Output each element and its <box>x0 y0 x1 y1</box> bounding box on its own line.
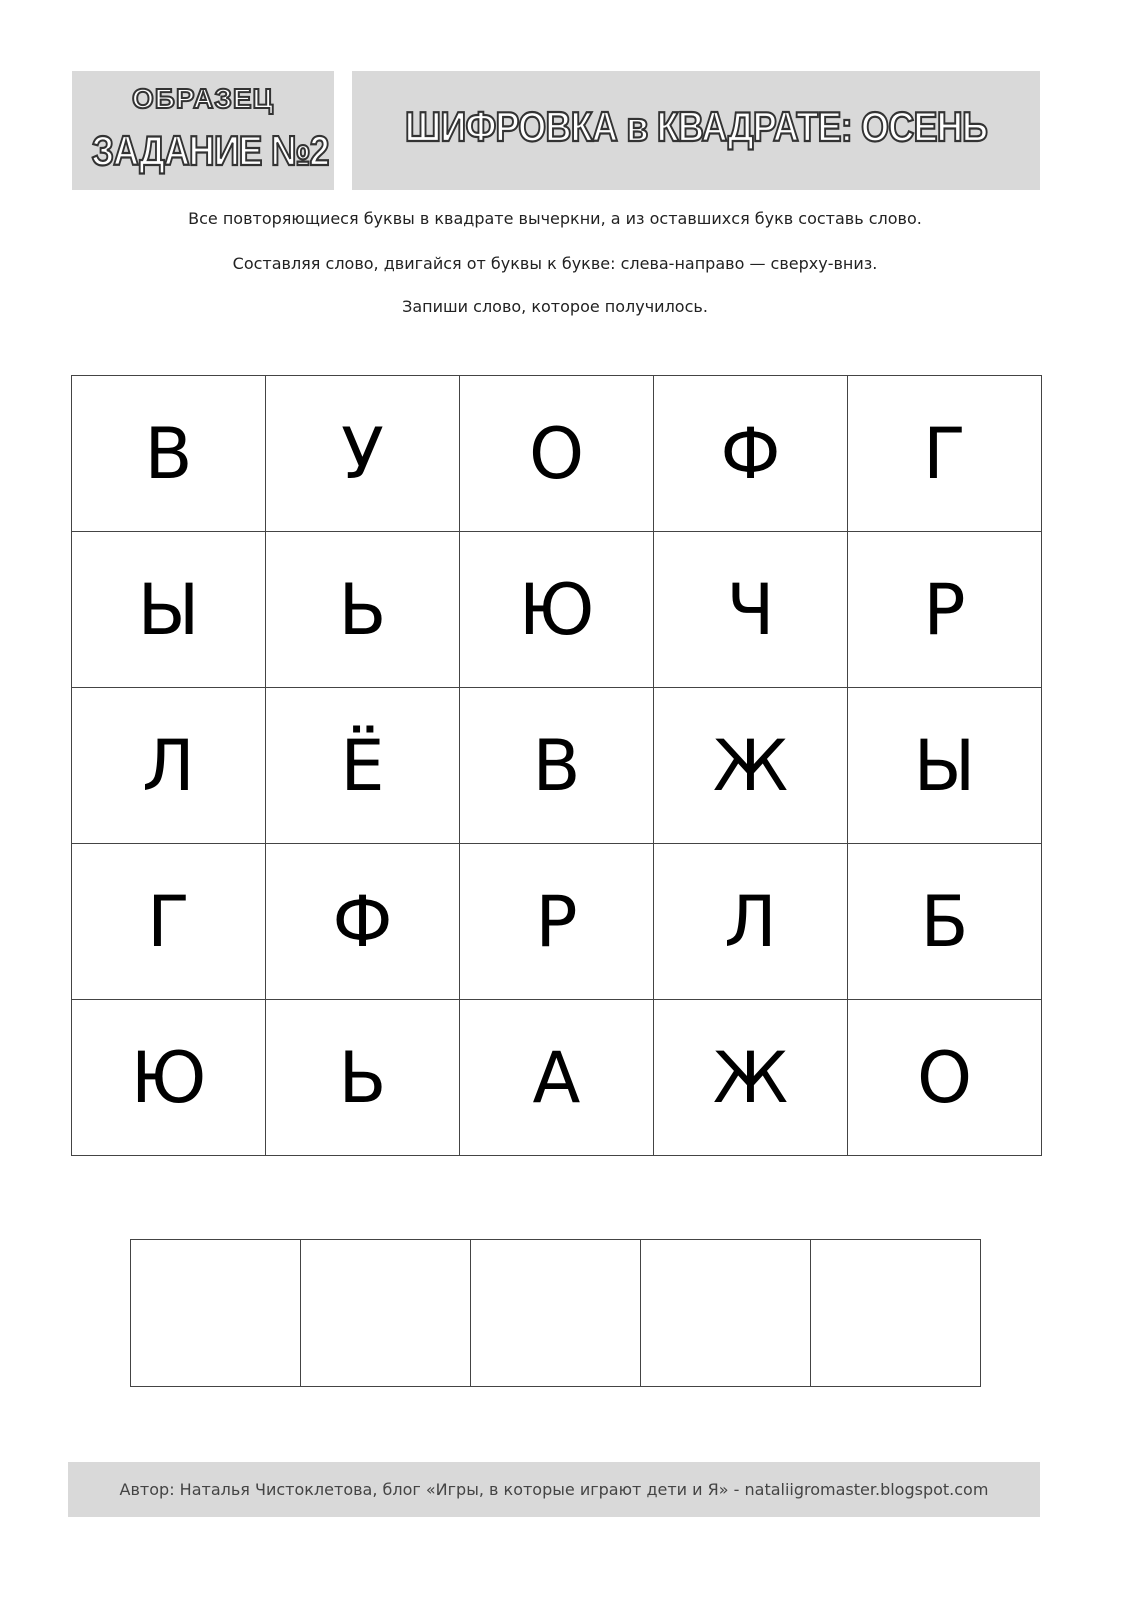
grid-cell[interactable]: Р <box>460 844 654 1000</box>
page-title: ШИФРОВКА в КВАДРАТЕ: ОСЕНЬ <box>404 103 988 150</box>
grid-row <box>72 1000 1042 1156</box>
instruction-line-1: Все повторяющиеся буквы в квадрате вычеркни, а из оставшихся букв составь слово. <box>188 209 922 228</box>
grid-row <box>72 376 1042 532</box>
grid-cell[interactable]: Ё <box>266 688 460 844</box>
grid-cell[interactable]: В <box>460 688 654 844</box>
grid-cell[interactable]: Ю <box>72 1000 266 1156</box>
grid-cell[interactable]: А <box>460 1000 654 1156</box>
grid-row <box>72 844 1042 1000</box>
footer-credit: Автор: Наталья Чистоклетова, блог «Игры, в которые играют дети и Я» - nataliigromaster.blogspot.com <box>68 1462 1040 1517</box>
grid-cell[interactable]: Г <box>72 844 266 1000</box>
instruction-line-3: Запиши слово, которое получилось. <box>402 297 708 316</box>
grid-cell[interactable]: Б <box>848 844 1042 1000</box>
letter-grid <box>71 375 1042 1156</box>
grid-cell[interactable]: Ф <box>654 376 848 532</box>
answer-box[interactable] <box>641 1240 811 1387</box>
grid-cell[interactable]: В <box>72 376 266 532</box>
answer-box[interactable] <box>471 1240 641 1387</box>
instruction-line-2: Составляя слово, двигайся от буквы к букве: слева-направо — сверху-вниз. <box>232 254 878 273</box>
grid-cell[interactable]: Ы <box>848 688 1042 844</box>
grid-cell[interactable]: Л <box>654 844 848 1000</box>
sample-label: ОБРАЗЕЦ <box>131 83 274 114</box>
grid-cell[interactable]: Ю <box>460 532 654 688</box>
grid-cell[interactable]: Г <box>848 376 1042 532</box>
grid-row <box>72 532 1042 688</box>
sample-header-box <box>72 71 334 190</box>
answer-box[interactable] <box>301 1240 471 1387</box>
answer-boxes <box>130 1239 981 1387</box>
task-label: ЗАДАНИЕ №2 <box>91 127 329 174</box>
grid-cell[interactable]: О <box>848 1000 1042 1156</box>
grid-cell[interactable]: Ь <box>266 532 460 688</box>
grid-cell[interactable]: Р <box>848 532 1042 688</box>
grid-cell[interactable]: Ы <box>72 532 266 688</box>
answer-box[interactable] <box>811 1240 981 1387</box>
answer-box[interactable] <box>131 1240 301 1387</box>
grid-cell[interactable]: Ф <box>266 844 460 1000</box>
grid-cell[interactable]: О <box>460 376 654 532</box>
grid-cell[interactable]: Ч <box>654 532 848 688</box>
grid-cell[interactable]: Ь <box>266 1000 460 1156</box>
grid-cell[interactable]: У <box>266 376 460 532</box>
grid-row <box>72 688 1042 844</box>
grid-cell[interactable]: Ж <box>654 1000 848 1156</box>
title-header-box <box>352 71 1040 190</box>
grid-cell[interactable]: Ж <box>654 688 848 844</box>
grid-cell[interactable]: Л <box>72 688 266 844</box>
